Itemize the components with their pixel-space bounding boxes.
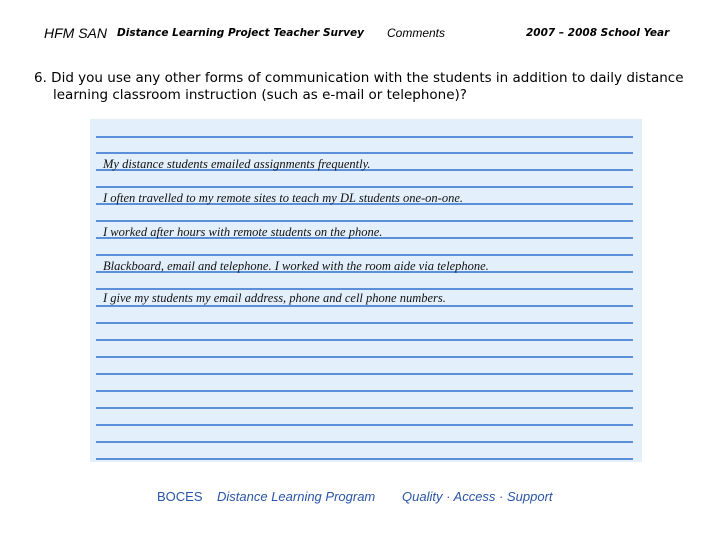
- header-section-label: Comments: [387, 26, 446, 40]
- ruled-line: [96, 136, 633, 138]
- footer-org: BOCES: [157, 489, 203, 504]
- ruled-line: [96, 339, 633, 341]
- ruled-line: [96, 373, 633, 375]
- page-header: [0, 26, 720, 44]
- ruled-line: [96, 288, 633, 290]
- footer-program: Distance Learning Program: [217, 489, 376, 504]
- header-school-year: 2007 – 2008 School Year: [526, 27, 670, 39]
- ruled-line: [96, 322, 633, 324]
- footer-tagline: Quality · Access · Support: [402, 489, 553, 504]
- ruled-line: [96, 356, 633, 358]
- header-project-title: Distance Learning Project Teacher Survey: [117, 27, 365, 39]
- header-brand: HFM SAN: [44, 25, 107, 41]
- ruled-line: [96, 220, 633, 222]
- ruled-line: [96, 390, 633, 392]
- page-footer: [0, 489, 720, 507]
- ruled-line: [96, 254, 633, 256]
- ruled-line: [96, 407, 633, 409]
- ruled-line: [96, 441, 633, 443]
- survey-question: 6. Did you use any other forms of communication with the students in addition to daily distance learning classroom instruction (such as e-mail or telephone)?: [34, 70, 684, 103]
- ruled-line: [96, 424, 633, 426]
- comments-box: [90, 119, 642, 462]
- answer-line: I often travelled to my remote sites to teach my DL students one-on-one.: [103, 191, 463, 205]
- ruled-line: [96, 186, 633, 188]
- answer-line: Blackboard, email and telephone. I worked with the room aide via telephone.: [103, 259, 489, 273]
- answer-line: I worked after hours with remote students on the phone.: [103, 225, 383, 239]
- ruled-line: [96, 152, 633, 154]
- answer-line: My distance students emailed assignments frequently.: [103, 157, 371, 171]
- ruled-line: [96, 458, 633, 460]
- answer-line: I give my students my email address, phone and cell phone numbers.: [103, 291, 446, 305]
